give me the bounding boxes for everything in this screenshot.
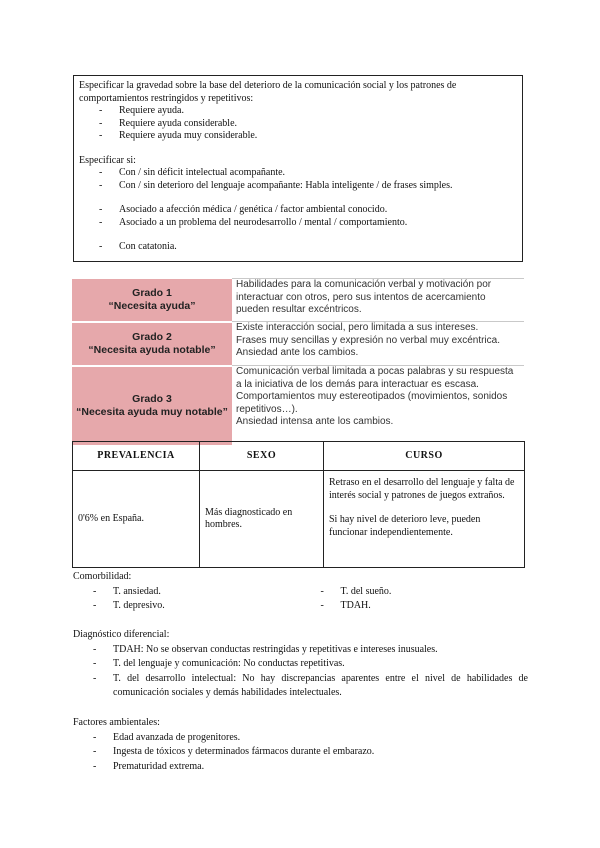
- column-header: SEXO: [200, 442, 324, 471]
- list-item: - Con / sin deterioro del lenguaje acompañante: Habla inteligente / de frases simples.: [79, 180, 517, 193]
- grade-title: Grado 2: [132, 330, 172, 343]
- grade-line: Frases muy sencillas y expresión no verbal muy excéntrica.: [236, 334, 500, 346]
- grade-line: Habilidades para la comunicación verbal y motivación por interactuar con otros, pero sus intentos de acercamiento pueden resultar excéntricos.: [236, 279, 492, 315]
- prevalence-cell: 0'6% en España.: [73, 471, 200, 568]
- column-header: CURSO: [324, 442, 525, 471]
- list-item: - T. del sueño.: [301, 585, 529, 600]
- section-title: Factores ambientales:: [73, 717, 160, 728]
- list-item: - T. depresivo.: [73, 599, 301, 614]
- list-item: - T. del lenguaje y comunicación: No conductas repetitivas.: [73, 657, 528, 672]
- list-item: - Con / sin déficit intelectual acompañante.: [79, 167, 517, 180]
- list-item: - TDAH.: [301, 599, 529, 614]
- course-line: Si hay nivel de deterioro leve, pueden funcionar independientemente.: [329, 514, 481, 538]
- grade-description: [232, 366, 524, 446]
- differential-diagnosis-section: [73, 628, 528, 701]
- grade-level: “Necesita ayuda”: [108, 299, 196, 312]
- list-item: - TDAH: No se observan conductas restringidas y repetitivas e intereses inusuales.: [73, 643, 528, 658]
- table-row: [73, 471, 525, 568]
- list-item: - T. del desarrollo intelectual: No hay discrepancias aparentes entre el nivel de habilidades de comunicación sociales y demás habilidades intelectuales.: [73, 672, 528, 701]
- comorbidity-list-left: [73, 585, 301, 614]
- column-header: PREVALENCIA: [73, 442, 200, 471]
- grade-label-cell: [72, 279, 232, 322]
- grade-description: [232, 279, 524, 322]
- list-item: - Prematuridad extrema.: [73, 760, 528, 775]
- list-item: - Requiere ayuda muy considerable.: [79, 130, 517, 143]
- list-item: - Asociado a un problema del neurodesarrollo / mental / comportamiento.: [79, 217, 517, 230]
- severity-specifier-box: [73, 75, 523, 262]
- table-row: [72, 366, 524, 446]
- severity-levels-list: [79, 105, 517, 143]
- grade-title: Grado 3: [132, 392, 172, 405]
- grade-level: “Necesita ayuda notable”: [88, 343, 216, 356]
- section-title: Comorbilidad:: [73, 571, 132, 582]
- list-item: - Ingesta de tóxicos y determinados fármacos durante el embarazo.: [73, 745, 528, 760]
- list-item: - Edad avanzada de progenitores.: [73, 731, 528, 746]
- specifiers-list-a: [79, 167, 517, 192]
- prevalence-table: [72, 441, 525, 568]
- grade-description: [232, 322, 524, 366]
- grade-level: “Necesita ayuda muy notable”: [76, 405, 228, 418]
- specifiers-list-b: [79, 204, 517, 229]
- course-line: Retraso en el desarrollo del lenguaje y falta de interés social y patrones de juegos extraños.: [329, 477, 515, 501]
- grade-line: Comunicación verbal limitada a pocas palabras y su respuesta a la iniciativa de los demás para interactuar es escasa.: [236, 366, 514, 390]
- specifiers-list-c: [79, 241, 517, 254]
- list-item: - Requiere ayuda considerable.: [79, 118, 517, 131]
- course-cell: [324, 471, 525, 568]
- list-item: - T. ansiedad.: [73, 585, 301, 600]
- grade-line: Comportamientos muy estereotipados (movimientos, sonidos repetitivos…).: [236, 391, 508, 415]
- grade-line: Ansiedad ante los cambios.: [236, 347, 359, 358]
- specify-label: Especificar si:: [79, 154, 136, 166]
- list-item: - Con catatonia.: [79, 241, 517, 254]
- sex-cell: Más diagnosticado en hombres.: [200, 471, 324, 568]
- table-row: [72, 279, 524, 322]
- grade-title: Grado 1: [132, 286, 172, 299]
- differential-list: [73, 643, 528, 701]
- environmental-factors-section: [73, 716, 528, 774]
- grade-label-cell: [72, 322, 232, 366]
- comorbidity-section: [73, 570, 528, 614]
- grade-line: Ansiedad intensa ante los cambios.: [236, 416, 394, 427]
- table-header-row: [73, 442, 525, 471]
- list-item: - Asociado a afección médica / genética / factor ambiental conocido.: [79, 204, 517, 217]
- list-item: - Requiere ayuda.: [79, 105, 517, 118]
- severity-grade-table: [72, 278, 524, 447]
- environmental-list: [73, 731, 528, 775]
- section-title: Diagnóstico diferencial:: [73, 629, 170, 640]
- table-row: [72, 322, 524, 366]
- grade-line: Existe interacción social, pero limitada a sus intereses.: [236, 322, 479, 333]
- severity-intro: Especificar la gravedad sobre la base del deterioro de la comunicación social y los patrones de comportamientos restringidos y repetitivos:: [79, 80, 457, 104]
- grade-label-cell: [72, 366, 232, 446]
- comorbidity-list-right: [301, 585, 529, 614]
